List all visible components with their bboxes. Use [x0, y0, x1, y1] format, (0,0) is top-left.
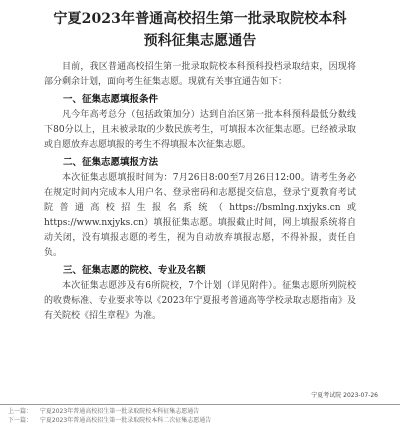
prev-article-label: 上一篇： [8, 408, 33, 415]
section-heading-1: 一、征集志愿填报条件 [63, 94, 159, 105]
date-stamp: 宁夏考试院 2023-07-26 [311, 392, 378, 399]
prev-article-link[interactable] [8, 407, 392, 416]
next-article-link[interactable] [8, 416, 392, 425]
page-title-line2: 预科征集志愿通告 [143, 33, 257, 49]
section-heading-3: 三、征集志愿的院校、专业及名额 [63, 265, 206, 276]
section-2-paragraph: 本次征集志愿填报时间为：7月26日8:00至7月26日12:00。请考生务必在规定时间内完成本人用户名、登录密码和志愿提交信息，登录宁夏教育考试院普通高校招生报名系统（https://bsmlng.nxjyks.cn或https://www.nxjyks.cn）填报征集志愿。填报截止时间，网上填报系统将自动关闭，没有填报志愿的考生，视为自动放弃填报志愿，不得补报，责任自负。 [44, 173, 356, 258]
section-heading-2: 二、征集志愿填报方法 [63, 157, 159, 168]
page-title-line1: 宁夏2023年普通高校招生第一批录取院校本科 [53, 11, 347, 27]
intro-paragraph: 目前，我区普通高校招生第一批录取院校本科预科投档录取结束，因现将部分剩余计划，面向考生征集志愿。现就有关事宜通告如下： [44, 62, 356, 87]
article-nav-footer [0, 404, 400, 425]
next-article-label: 下一篇： [8, 417, 33, 424]
section-1-paragraph: 凡今年高考总分（包括政策加分）达到自治区第一批本科预科最低分数线下80分以上，且未被录取的少数民族考生，可填报本次征集志愿。已经被录取或自愿放弃志愿填报的考生不得填报本次征集志愿。 [44, 110, 356, 150]
section-3-paragraph: 本次征集志愿涉及有6所院校，7个计划（详见附件）。征集志愿所列院校的收费标准、专业要求等以《2023年宁夏报考普通高等学校录取志愿指南》及有关院校《招生章程》为准。 [44, 281, 356, 321]
prev-article-title[interactable]: 宁夏2023年普通高校招生第一批录取院校本科征集志愿通告 [39, 408, 200, 415]
next-article-title[interactable]: 宁夏2023年普通高校招生第一批录取院校本科二次征集志愿通告 [39, 417, 212, 424]
